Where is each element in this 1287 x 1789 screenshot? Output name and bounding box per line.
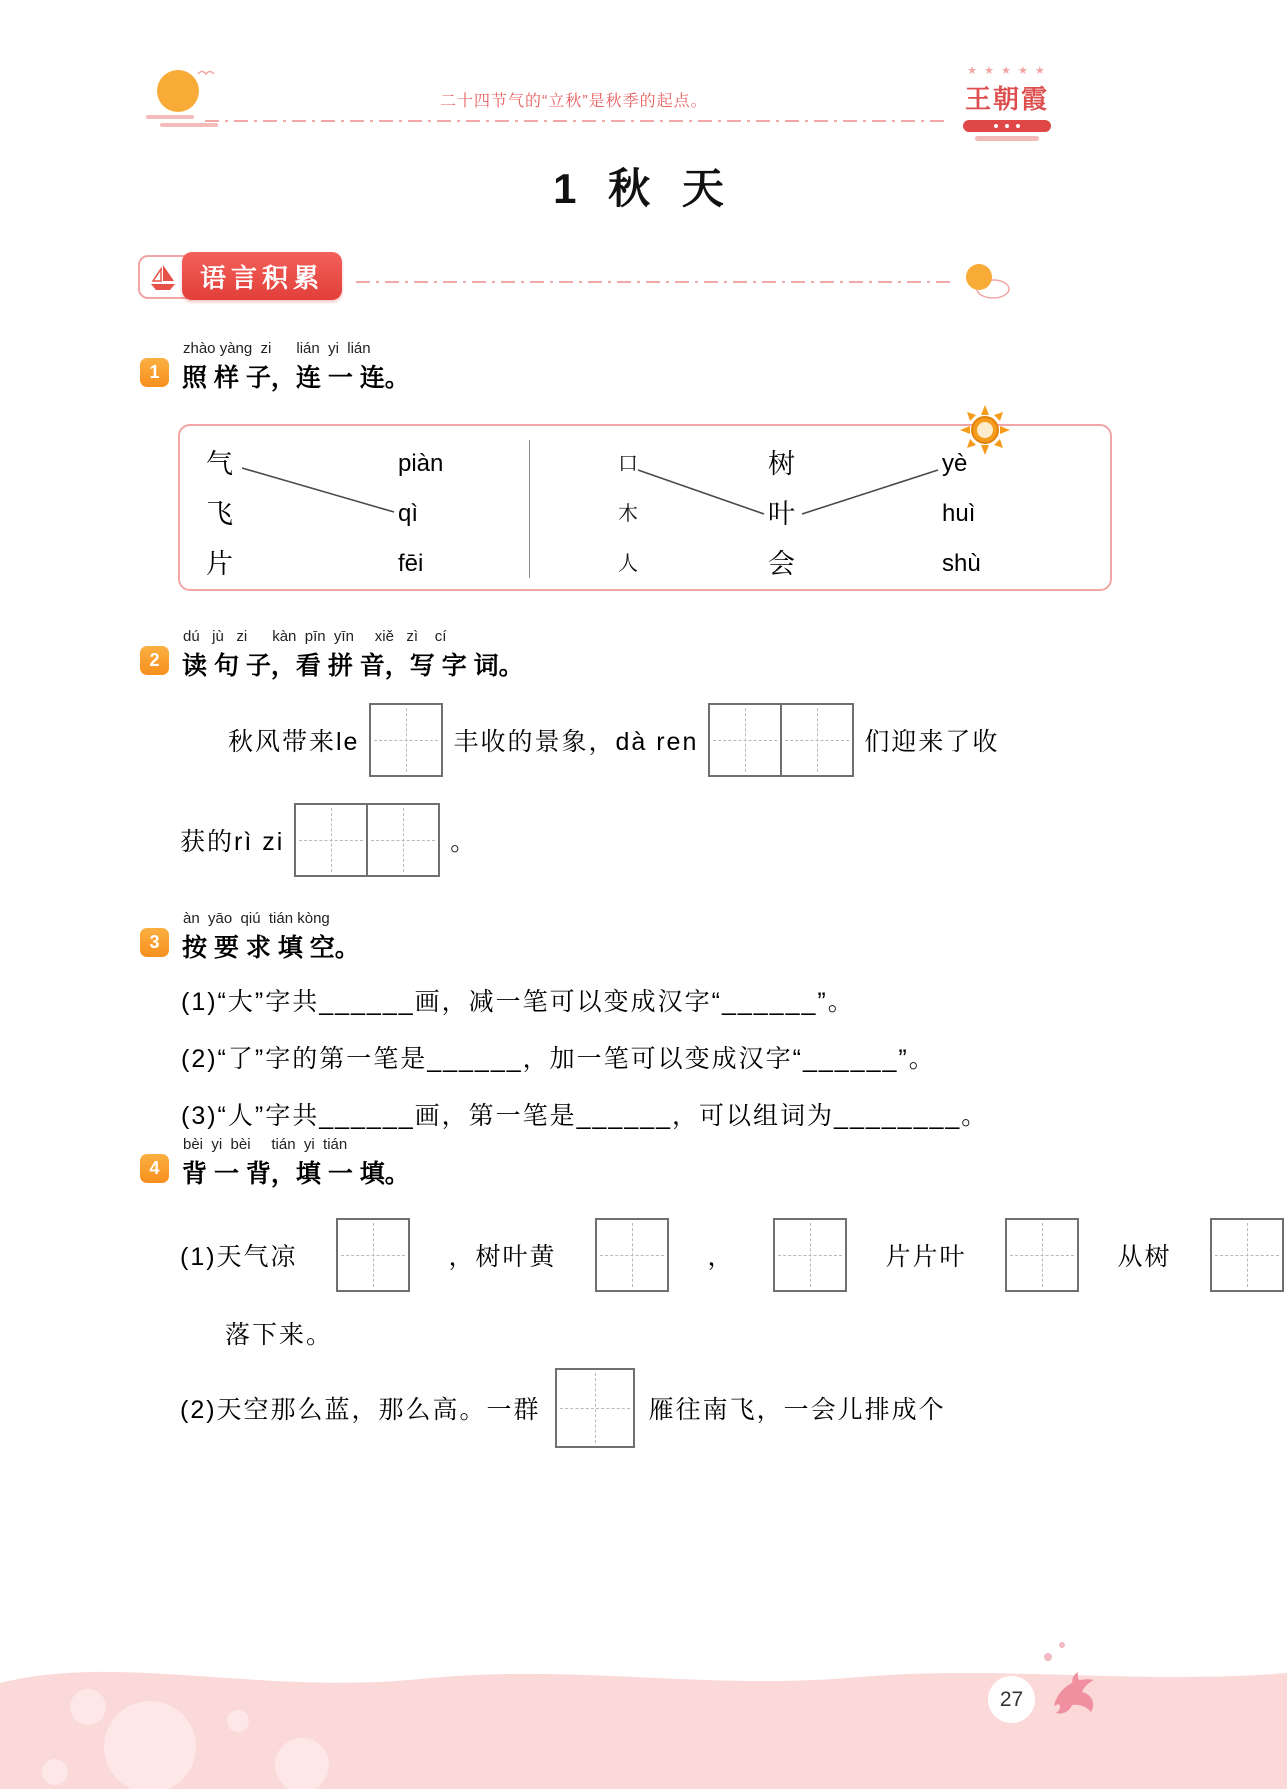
q2-text-segment: 。: [450, 828, 478, 856]
match-pinyin: qì: [398, 500, 419, 527]
page-number: 27: [988, 1676, 1035, 1723]
match-radical: 口: [618, 453, 638, 475]
match-radicals: [618, 439, 638, 589]
q2-sentence-line1: [228, 703, 999, 777]
writing-grid-pair: [708, 703, 854, 777]
writing-grid: [708, 703, 782, 777]
q3-item: (1)“大”字共______画，减一笔可以变成汉字“______”。: [181, 988, 855, 1016]
brand-name: 王朝霞: [964, 84, 1049, 114]
q4-text-segment: 从树: [1117, 1243, 1172, 1271]
writing-grid: [366, 803, 440, 877]
match-pinyin: piàn: [398, 450, 444, 477]
match-pinyin: shù: [942, 550, 981, 577]
q4-pinyin: bèi yi bèi tián yi tián: [183, 1136, 348, 1153]
q4-text-segment: ，树叶黄: [448, 1243, 557, 1271]
match-left-characters: [206, 439, 233, 589]
brand-stars: ★ ★ ★ ★ ★: [967, 65, 1047, 77]
match-char: 片: [206, 549, 233, 579]
brand-sub-ribbon: [975, 136, 1039, 141]
q2-text-segment: 获的rì zi: [180, 828, 285, 856]
q3-item: (3)“人”字共______画，第一笔是______，可以组词为________。: [181, 1102, 989, 1130]
q2-text-segment: 丰收的景象，dà ren: [453, 728, 699, 756]
section-divider: [356, 281, 956, 283]
match-right-pinyin: [942, 439, 981, 589]
q4-text-segment: (2)天空那么蓝，那么高。一群: [180, 1396, 541, 1424]
writing-grid: [1005, 1218, 1079, 1292]
q4-title: 背 一 背，填 一 填。: [182, 1160, 410, 1188]
q2-text-segment: 秋风带来le: [228, 728, 360, 756]
q4-text-segment: ，: [707, 1243, 735, 1271]
writing-grid: [369, 703, 443, 777]
match-right-characters: [768, 439, 795, 589]
match-radical: 木: [618, 503, 638, 525]
q1-number-badge: 1: [140, 358, 169, 387]
q2-pinyin: dú jù zi kàn pīn yīn xiě zì cí: [183, 628, 447, 645]
writing-grid: [1210, 1218, 1284, 1292]
page-title: 1 秋 天: [553, 165, 734, 212]
q4-line3: [180, 1368, 946, 1448]
q4-text-segment: 雁往南飞，一会儿排成个: [648, 1396, 946, 1424]
match-pinyin: fēi: [398, 550, 424, 577]
match-char: 会: [768, 549, 795, 579]
writing-grid: [555, 1368, 635, 1448]
match-char: 气: [206, 449, 233, 479]
match-left-pinyin: [398, 439, 443, 589]
writing-grid: [294, 803, 368, 877]
dolphin-icon: [1042, 1666, 1100, 1724]
match-pinyin: yè: [942, 450, 968, 477]
match-radical: 人: [618, 553, 638, 575]
writing-grid: [773, 1218, 847, 1292]
brand-ribbon: [963, 120, 1051, 132]
q3-title: 按 要 求 填 空。: [182, 934, 360, 962]
match-char: 飞: [206, 499, 233, 529]
writing-grid: [780, 703, 854, 777]
q2-sentence-line2: [180, 803, 477, 877]
writing-grid-pair: [294, 803, 440, 877]
q4-line2: 落下来。: [225, 1321, 334, 1349]
q3-number-badge: 3: [140, 928, 169, 957]
brand-logo: [948, 64, 1066, 141]
writing-grid: [595, 1218, 669, 1292]
q4-number-badge: 4: [140, 1154, 169, 1183]
q4-text-segment: 片片叶: [885, 1243, 967, 1271]
match-char: 树: [768, 449, 795, 479]
writing-grid: [336, 1218, 410, 1292]
q3-item: (2)“了”字的第一笔是______，加一笔可以变成汉字“______”。: [181, 1045, 936, 1073]
header-tagline: 二十四节气的“立秋”是秋季的起点。: [440, 93, 708, 110]
q3-pinyin: àn yāo qiú tián kòng: [183, 910, 330, 927]
q2-title: 读 句 子，看 拼 音，写 字 词。: [182, 652, 524, 680]
match-pinyin: huì: [942, 500, 976, 527]
section-badge: [138, 252, 350, 302]
q2-text-segment: 们迎来了收: [864, 728, 1000, 756]
q4-text-segment: (1)天气凉: [180, 1243, 298, 1271]
q4-line1: [180, 1218, 1284, 1292]
q1-pinyin: zhào yàng zi lián yi lián: [183, 340, 371, 357]
sailboat-icon: [148, 263, 178, 293]
q1-title: 照 样 子，连 一 连。: [182, 364, 410, 392]
header-divider: [205, 120, 950, 122]
match-char: 叶: [768, 499, 795, 529]
section-label: 语言积累: [182, 252, 342, 300]
match-divider: [529, 440, 530, 578]
sun-cloud-icon: [960, 258, 1012, 302]
q2-number-badge: 2: [140, 646, 169, 675]
sun-rays-icon: [958, 403, 1012, 457]
